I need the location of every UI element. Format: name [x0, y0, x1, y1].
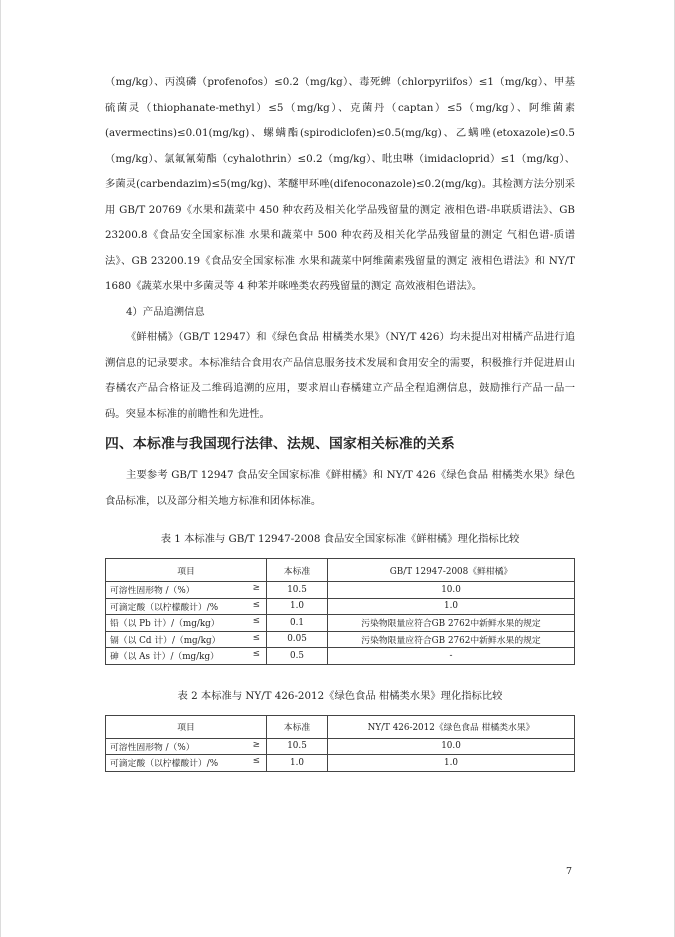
- table-cell-item: 可滴定酸（以柠檬酸计）/% ≤: [106, 755, 267, 772]
- table-row: [106, 648, 575, 665]
- table1-caption: 表 1 本标准与 GB/T 12947-2008 食品安全国家标准《鲜柑橘》理化指标比较: [160, 533, 520, 545]
- table-cell-reference: 1.0: [328, 598, 575, 615]
- table-cell-reference: 10.0: [328, 582, 575, 599]
- table-cell-standard: 0.05: [267, 631, 328, 648]
- table1-header-row: [106, 559, 575, 582]
- table-cell-standard: 1.0: [267, 598, 328, 615]
- paragraph-traceability: 《鲜柑橘》（GB/T 12947）和《绿色食品 柑橘类水果》（NY/T 426）均未提出对柑橘产品进行追溯信息的记录要求。本标准结合食用农产品信息服务技术发展和食用安全的需要，积极推行并促进眉山春橘农产品合格证及二维码追溯的应用，要求眉山春橘建立产品全程追溯信息，鼓励推行产品一品一码。突显本标准的前瞻性和先进性。: [105, 331, 575, 420]
- table-cell-standard: 10.5: [267, 582, 328, 599]
- table-cell-reference: 1.0: [328, 755, 575, 772]
- table2-header-row: [106, 715, 575, 738]
- table-cell-reference: -: [328, 648, 575, 665]
- table-cell-standard: 0.1: [267, 615, 328, 632]
- page-content: [105, 70, 575, 772]
- table-cell-standard: 10.5: [267, 738, 328, 755]
- table1: [105, 558, 575, 665]
- table-cell-item: 可溶性固形物 /（%） ≥: [106, 582, 267, 599]
- table-cell-reference: 污染物限量应符合GB 2762中新鲜水果的规定: [328, 631, 575, 648]
- table-row: [106, 598, 575, 615]
- table-row: [106, 631, 575, 648]
- table-cell-item: 可滴定酸（以柠檬酸计）/% ≤: [106, 598, 267, 615]
- table2: [105, 715, 575, 772]
- table2-header-standard: 本标准: [267, 715, 328, 738]
- table-cell-item: 砷（以 As 计）/（mg/kg） ≤: [106, 648, 267, 665]
- table2-header-item: 项目: [106, 715, 267, 738]
- table-row: [106, 755, 575, 772]
- table-cell-item: 可溶性固形物 /（%） ≥: [106, 738, 267, 755]
- section-heading: 四、本标准与我国现行法律、法规、国家相关标准的关系: [105, 436, 455, 452]
- table-cell-reference: 10.0: [328, 738, 575, 755]
- paragraph-references: 主要参考 GB/T 12947 食品安全国家标准《鲜柑橘》和 NY/T 426《绿色食品 柑橘类水果》绿色食品标准，以及部分相关地方标准和团体标准。: [105, 469, 575, 507]
- table-cell-standard: 0.5: [267, 648, 328, 665]
- table-row: [106, 615, 575, 632]
- paragraph-pesticide-limits: （mg/kg）、丙溴磷（profenofos）≤0.2（mg/kg）、毒死蜱（chlorpyriifos）≤1（mg/kg）、甲基硫菌灵（thiophanate-methyl）≤5（mg/kg）、克菌丹（captan）≤5（mg/kg）、阿维菌素(avermectins)≤0.01(mg/kg)、螺螨酯(spirodiclofen)≤0.5(mg/kg)、乙螨唑(etoxazole)≤0.5（mg/kg）、氯氟氰菊酯（cyhalothrin）≤0.2（mg/kg）、吡虫啉（imidacloprid）≤1（mg/kg）、多菌灵(carbendazim)≤5(mg/kg)、苯醚甲环唑(difenoconazole)≤0.2(mg/kg)。其检测方法分别采用 GB/T 20769《水果和蔬菜中 450 种农药及相关化学品残留量的测定 液相色谱-串联质谱法》、GB 23200.8《食品安全国家标准 水果和蔬菜中 500 种农药及相关化学品残留量的测定 气相色谱-质谱法》、GB 23200.19《食品安全国家标准 水果和蔬菜中阿维菌素残留量的测定 液相色谱法》和 NY/T 1680《蔬菜水果中多菌灵等 4 种苯并咪唑类农药残留量的测定 高效液相色谱法》。: [105, 76, 575, 292]
- table2-header-reference: NY/T 426-2012《绿色食品 柑橘类水果》: [328, 715, 575, 738]
- table-cell-item: 镉（以 Cd 计）/（mg/kg） ≤: [106, 631, 267, 648]
- table-row: [106, 582, 575, 599]
- table1-header-reference: GB/T 12947-2008《鲜柑橘》: [328, 559, 575, 582]
- table1-header-item: 项目: [106, 559, 267, 582]
- table-cell-reference: 污染物限量应符合GB 2762中新鲜水果的规定: [328, 615, 575, 632]
- table-row: [106, 738, 575, 755]
- page-number: 7: [566, 866, 573, 877]
- table-cell-standard: 1.0: [267, 755, 328, 772]
- table2-caption: 表 2 本标准与 NY/T 426-2012《绿色食品 柑橘类水果》理化指标比较: [177, 689, 503, 702]
- table-cell-item: 铅（以 Pb 计）/（mg/kg） ≤: [106, 615, 267, 632]
- subheading-traceability: 4）产品追溯信息: [126, 305, 205, 318]
- table1-header-standard: 本标准: [267, 559, 328, 582]
